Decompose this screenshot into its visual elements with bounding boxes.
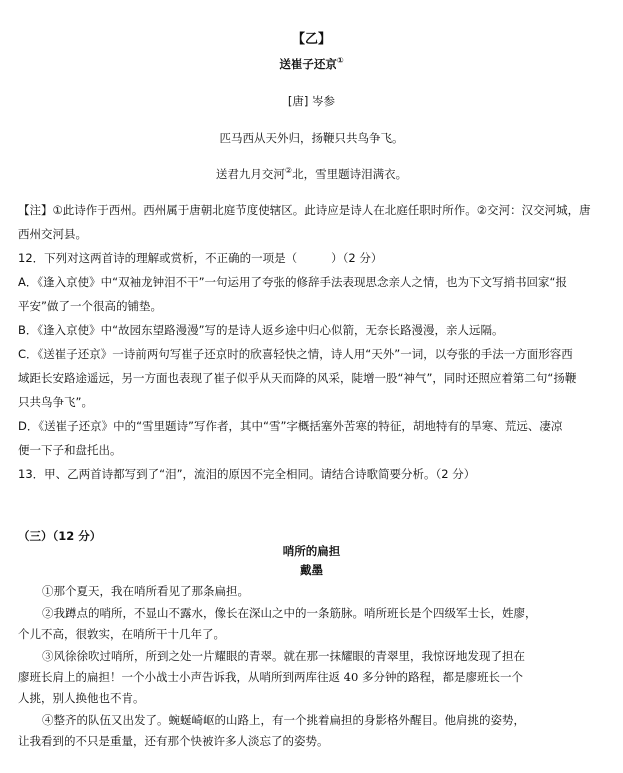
article-author: 戴墨 bbox=[300, 563, 323, 577]
q12-option-b: B．《逢入京使》中“故园东望路漫漫”写的是诗人返乡途中归心似箭，无奈长路漫漫，亲人远隔。 bbox=[18, 323, 504, 337]
q12-stem-post: ）（2 分） bbox=[331, 251, 383, 265]
q12-stem-pre: 12．下列对这两首诗的理解或赏析，不正确的一项是（ bbox=[18, 251, 298, 265]
poem-label: 【乙】 bbox=[291, 32, 331, 47]
poem-line-2-note: ② bbox=[284, 166, 293, 176]
poem-author: [唐] 岑参 bbox=[287, 94, 336, 108]
paragraph-2-line-1: ②我蹲点的哨所，不显山不露水，像长在深山之中的一条筋脉。哨所班长是个四级军士长，姓廖， bbox=[42, 606, 537, 620]
q13-question: 13．甲、乙两首诗都写到了“泪”，流泪的原因不完全相同。请结合诗歌简要分析。（2 分） bbox=[18, 467, 476, 481]
notes-line-2: 西州交河县。 bbox=[18, 227, 87, 241]
q12-option-c-2: 域距长安路途遥远，另一方面也表现了崔子似乎从天而降的风采，陡增一股“神气”，同时还照应着第二句“扬鞭 bbox=[18, 371, 577, 385]
paragraph-3-line-2: 廖班长肩上的扁担！一个小战士小声告诉我，从哨所到两库往返 40 多分钟的路程，都是廖班长一个 bbox=[18, 670, 523, 684]
paragraph-2-line-2: 个儿不高，很敦实，在哨所干十几年了。 bbox=[18, 627, 225, 641]
poem-line-1: 匹马西从天外归，扬鞭只共鸟争飞。 bbox=[219, 131, 404, 145]
poem-line-2-post: 北，雪里题诗泪满衣。 bbox=[292, 167, 408, 181]
section-3-heading: （三）（12 分） bbox=[18, 529, 102, 543]
q12-option-a-1: A．《逢入京使》中“双袖龙钟泪不干”一句运用了夸张的修辞手法表现思念亲人之情，也为下文写捎书回家“报 bbox=[18, 275, 567, 289]
notes-line-1: 【注】①此诗作于西州。西州属于唐朝北庭节度使辖区。此诗应是诗人在北庭任职时所作。②交河：汉交河城，唐 bbox=[18, 203, 591, 217]
poem-title bbox=[0, 56, 623, 72]
paragraph-1: ①那个夏天，我在哨所看见了那条扁担。 bbox=[42, 584, 249, 598]
poem-line-2 bbox=[0, 166, 623, 182]
q12-option-d-1: D．《送崔子还京》中的“雪里题诗”写作者，其中“雪”字概括塞外苦寒的特征，胡地特有的旱寒、荒远、凄凉 bbox=[18, 419, 563, 433]
paragraph-4-line-2: 让我看到的不只是重量，还有那个快被许多人淡忘了的姿势。 bbox=[18, 734, 329, 748]
q12-option-d-2: 便一下子和盘托出。 bbox=[18, 443, 122, 457]
q12-option-a-2: 平安”做了一个很高的铺垫。 bbox=[18, 299, 162, 313]
q12-stem bbox=[18, 250, 608, 266]
paragraph-3-line-3: 人挑，别人换他也不肯。 bbox=[18, 691, 145, 705]
article-title: 哨所的扁担 bbox=[282, 544, 341, 558]
paragraph-4-line-1: ④整齐的队伍又出发了。蜿蜒崎岖的山路上，有一个挑着扁担的身影格外醒目。他肩挑的姿势， bbox=[42, 713, 525, 727]
poem-title-text: 送崔子还京 bbox=[279, 57, 337, 71]
q12-option-c-3: 只共鸟争飞”。 bbox=[18, 395, 93, 409]
paragraph-3-line-1: ③风徐徐吹过哨所，所到之处一片耀眼的青翠。就在那一抹耀眼的青翠里，我惊讶地发现了担在 bbox=[42, 649, 525, 663]
poem-line-2-pre: 送君九月交河 bbox=[215, 167, 285, 181]
poem-title-note: ① bbox=[336, 56, 344, 66]
q12-option-c-1: C．《送崔子还京》一诗前两句写崔子还京时的欣喜轻快之情，诗人用“天外”一词，以夸张的手法一方面形容西 bbox=[18, 347, 573, 361]
